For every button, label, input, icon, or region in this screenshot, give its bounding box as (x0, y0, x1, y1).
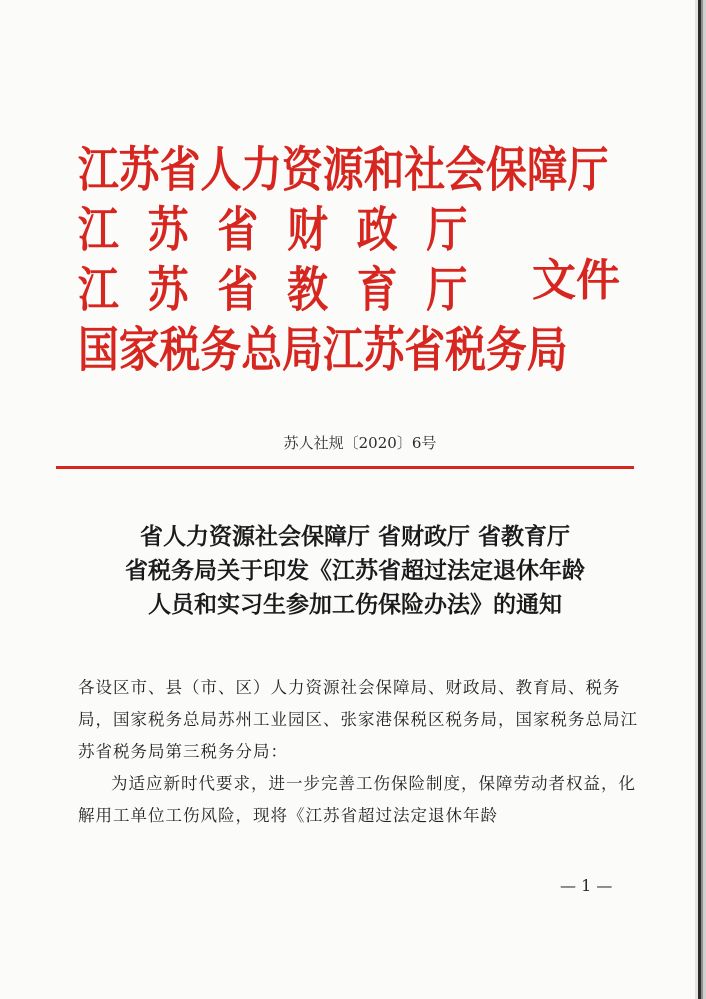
document-number: 苏人社规〔2020〕6号 (283, 434, 437, 452)
issuer-education: 江苏省教育厅 (78, 262, 497, 318)
page-number: — 1 — (560, 876, 613, 895)
title-line-1: 省人力资源社会保障厅 省财政厅 省教育厅 (139, 524, 570, 550)
body-paragraph-1: 为适应新时代要求，进一步完善工伤保险制度，保障劳动者权益，化解用工单位工伤风险，现将《江苏省超过法定退休年龄 (78, 774, 636, 825)
issuer-finance: 江苏省财政厅 (78, 202, 497, 258)
title-line-2: 省税务局关于印发《江苏省超过法定退休年龄 (125, 558, 585, 584)
issuer-tax: 国家税务总局江苏省税务局 (78, 322, 568, 378)
title-line-3: 人员和实习生参加工伤保险办法》的通知 (148, 592, 562, 618)
notice-title (60, 520, 650, 622)
addressee-paragraph: 各设区市、县（市、区）人力资源社会保障局、财政局、教育局、税务局，国家税务总局苏州工业园区、张家港保税区税务局，国家税务总局江苏省税务局第三税务分局： (78, 678, 638, 761)
red-divider (56, 466, 634, 469)
document-type-label: 文件 (532, 255, 620, 306)
page-edge-shadow (695, 0, 706, 999)
notice-body (78, 672, 638, 832)
issuer-hrss: 江苏省人力资源和社会保障厅 (78, 142, 609, 198)
